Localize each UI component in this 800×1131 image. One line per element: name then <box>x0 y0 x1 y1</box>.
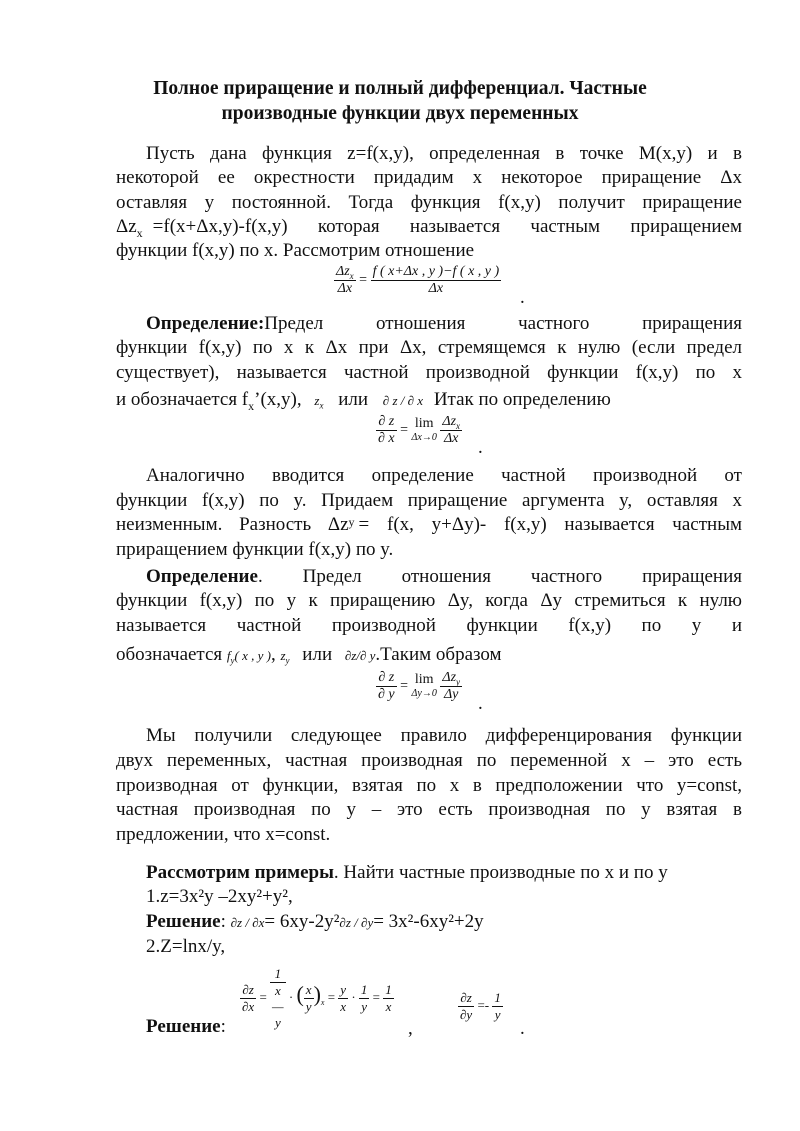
fy-prime-symbol: $f_y$( x , y ) <box>226 648 271 666</box>
formula2-period: . <box>478 437 483 458</box>
dzx-symbol: $\Delta z_x$ <box>116 216 143 240</box>
para2-line-3: неизменным. Разность Δz $_y$ = f(x, y+Δy)- f(x,y) называется частным <box>116 514 742 535</box>
def2-label: Определение <box>146 566 258 587</box>
def1-line-1 <box>146 313 742 335</box>
para3-line-3: производная от функции, взятая по x в предположении что y=const, <box>116 775 742 796</box>
formula-increment-ratio: $\frac{\Delta z_x}{\Delta x}$ = $\frac{f ( x+\Delta x , y )-f ( x , y )}{\Delta x}$ <box>336 264 500 296</box>
title-line-2: производные функции двух переменных <box>221 103 579 124</box>
solution-1-line: Решение: ∂z / ∂x= 6xy-2y²∂z / ∂y= 3x²-6xy²+2y <box>146 911 484 932</box>
formula-partial-y-limit: $\frac{\partial z}{\partial y}$ = lim Δy→0 $\frac{\Delta z_y}{\Delta y}$ <box>378 670 461 702</box>
solution2-period: . <box>520 1018 525 1039</box>
dz-dx-symbol: ∂z / ∂x <box>230 915 265 930</box>
formula-solution2-dy: $\frac{\partial z}{\partial y}$ =- $\frac{1}{y}$ <box>460 990 501 1022</box>
def2-line-3: называется частной производной функции f(x,y) по y и <box>116 615 742 636</box>
page-title <box>100 76 700 126</box>
example-2: 2.Z=lnx/y, <box>146 936 226 957</box>
title-line-1: Полное приращение и полный дифференциал. Частные <box>153 78 647 99</box>
def1-label: Определение: <box>146 313 265 334</box>
dz-dy-symbol: ∂z / ∂y <box>339 915 374 930</box>
partial-z-partial-x-symbol: ∂ z / ∂ x <box>382 393 424 408</box>
para1-line-2: некоторой ее окрестности придадим x некоторое приращение Δx <box>116 167 742 188</box>
formula-solution2-dx: $\frac{\partial z}{\partial x}$ = 1 x — y · ( $\frac{x}{y}$ )$_x$ = $\frac{y}{x}$ · $\frac{1}{y}$ = $\frac{1}{x}$ <box>242 966 392 1030</box>
formula-partial-x-limit: $\frac{\partial z}{\partial x}$ = lim Δx→0 $\frac{\Delta z_x}{\Delta x}$ <box>378 414 461 446</box>
para2-line-2: функции f(x,y) по y. Придаем приращение аргумента y, оставляя x <box>116 490 742 511</box>
para2-line-1: Аналогично вводится определение частной производной от <box>146 465 742 486</box>
zx-prime-symbol: $z_x$ <box>314 393 324 411</box>
formula1-period: . <box>520 287 525 308</box>
para3-line-5: предложении, что x=const. <box>116 824 331 845</box>
solution-2-label-line: Решение: <box>146 1016 226 1037</box>
para3-line-2: двух переменных, частная производная по переменной x – это есть <box>116 750 742 771</box>
def1-line-2: функции f(x,y) по x к Δx при Δx, стремящемся к нулю (если предел <box>116 337 742 358</box>
def1-line-1-text: Предел отношения частного приращения <box>264 313 742 334</box>
example-1: 1.z=3x²y –2xy²+y², <box>146 886 293 907</box>
para1-line-5: функции f(x,y) по x. Рассмотрим отношение <box>116 240 475 261</box>
para3-line-1: Мы получили следующее правило дифференцирования функции <box>146 725 742 746</box>
para2-line-4: приращением функции f(x,y) по y. <box>116 539 394 560</box>
para1-line-4-text: =f(x+Δx,y)-f(x,y) которая называется частным приращением <box>152 216 742 237</box>
def2-line-4: обозначается $f_y$( x , y ), $z_y$ или ∂z/∂ y.Таким образом <box>116 644 502 666</box>
def2-line-2: функции f(x,y) по y к приращению Δy, когда Δy стремиться к нулю <box>116 590 742 611</box>
def1-line-3: существует), называется частной производной функции f(x,y) по x <box>116 362 742 383</box>
solution2-comma: , <box>408 1018 413 1039</box>
zy-prime-symbol: $z_y$ <box>280 648 290 666</box>
para1-line-4 <box>116 216 742 238</box>
formula3-period: . <box>478 693 483 714</box>
para3-line-4: частная производная по y – это есть производная по y взятая в <box>116 799 742 820</box>
examples-line: Рассмотрим примеры . Найти частные производные по x и по y <box>146 862 668 883</box>
para1-line-3: оставляя y постоянной. Тогда функция f(x,y) получит приращение <box>116 192 742 213</box>
partial-z-partial-y-symbol: ∂z/∂ y <box>344 648 376 663</box>
def2-line-1: Определение . Предел отношения частного приращения <box>146 566 742 587</box>
para1-line-1: Пусть дана функция z=f(x,y), определенная в точке M(x,y) и в <box>146 143 742 164</box>
def1-line-4: и обозначается $f_x’(x,y)$, $z_x$ или ∂ z / ∂ x Итак по определению <box>116 389 611 413</box>
